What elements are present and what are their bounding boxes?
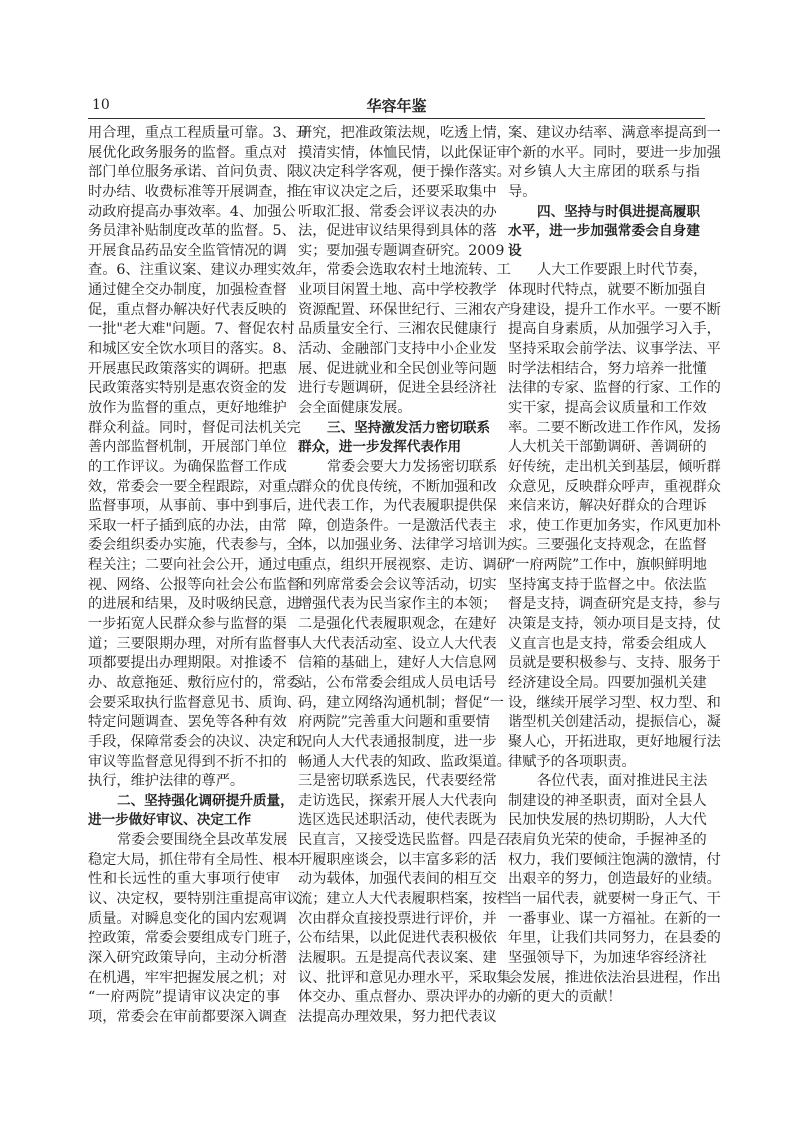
body-text-line: 动政府提高办事效率。4、加强公 xyxy=(88,203,296,220)
body-text-line: 议决定科学客观，便于操作落实。 xyxy=(298,164,511,181)
body-text-line: 员就是要积极参与、支持、服务于 xyxy=(508,655,721,672)
body-text-line: 流；建立人大代表履职档案，按档 xyxy=(298,890,511,907)
body-text-line: 个新的水平。同时，要进一步加强 xyxy=(508,144,721,161)
body-text-line: 特定问题调查、罢免等各种有效 xyxy=(88,714,287,731)
body-text-line: 效，常委会一要全程跟踪，对重点 xyxy=(88,478,301,495)
body-text-line: 次由群众直接投票进行评价，并 xyxy=(298,910,497,927)
body-text-line: 在审议决定之后，还要采取集中 xyxy=(298,183,497,200)
body-text-line: 坚持采取会前学法、议事学法、平 xyxy=(508,341,721,358)
body-text-line: 手段，保障常委会的决议、决定和 xyxy=(88,733,301,750)
text-column-3 xyxy=(508,124,721,1008)
body-text-line: 开展食品药品安全监管情况的调 xyxy=(88,242,287,259)
section-heading-line: 水平，进一步加强常委会自身建 xyxy=(508,223,700,240)
body-text-line: 一步拓宽人民群众参与监督的渠 xyxy=(88,616,287,633)
body-text-line: 众意见，反映群众呼声，重视群众 xyxy=(508,478,721,495)
body-text-line: 对乡镇人大主席团的联系与指 xyxy=(508,164,700,181)
body-text-line: 选区选民述职活动，使代表既为 xyxy=(298,812,497,829)
body-text-line: 性和长远性的重大事项行使审 xyxy=(88,871,280,888)
page-number: 10 xyxy=(92,97,110,113)
body-text-line: 好传统，走出机关到基层，倾听群 xyxy=(508,458,721,475)
body-text-line: 项，常委会在审前都要深入调查 xyxy=(88,1008,287,1025)
text-column-2 xyxy=(298,124,511,1027)
body-text-line: 三是密切联系选民，代表要经常 xyxy=(298,773,497,790)
body-text-line: 项都要提出办理期限。对推诿不 xyxy=(88,655,287,672)
section-heading-line: 二、坚持强化调研提升质量， xyxy=(117,792,294,809)
body-text-line: 坚强领导下，为加速华容经济社 xyxy=(508,949,707,966)
body-text-line: 设，继续开展学习型、权力型、和 xyxy=(508,694,721,711)
body-text-line: 群众利益。同时，督促司法机关完 xyxy=(88,419,301,436)
body-text-line: 表肩负光荣的使命，手握神圣的 xyxy=(508,832,707,849)
body-text-line: 开展惠民政策落实的调研。把惠 xyxy=(88,360,287,377)
body-text-line: 年里，让我们共同努力，在县委的 xyxy=(508,930,721,947)
body-text-line: 道；三要限期办理，对所有监督事 xyxy=(88,635,301,652)
body-text-line: 年，常委会选取农村土地流转、工 xyxy=(298,262,511,279)
body-text-line: 深入研究政策导向，主动分析潜 xyxy=(88,949,287,966)
body-text-line: 时办结、收费标准等开展调查，推 xyxy=(88,183,301,200)
body-text-line: 法，促进审议结果得到具体的落 xyxy=(298,223,497,240)
body-text-line: 义直言也是支持，常委会组成人 xyxy=(508,635,707,652)
body-text-line: 摸清实情，体恤民情，以此保证审 xyxy=(298,144,511,161)
body-text-line: 动为载体，加强代表间的相互交 xyxy=(298,871,497,888)
body-text-line: 制建设的神圣职责，面对全县人 xyxy=(508,792,707,809)
body-text-line: 善内部监督机制，开展部门单位 xyxy=(88,439,287,456)
body-text-line: 人大工作要跟上时代节奏， xyxy=(537,262,708,279)
body-text-line: 经济建设全局。四要加强机关建 xyxy=(508,674,707,691)
body-text-line: 法提高办理效果，努力把代表议 xyxy=(298,1008,497,1025)
body-text-line: 在机遇，牢牢把握发展之机；对 xyxy=(88,969,287,986)
body-text-line: 活动、金融部门支持中小企业发 xyxy=(298,341,497,358)
body-text-line: 查。6、注重议案、建议办理实效。 xyxy=(88,262,310,279)
body-text-line: 求，使工作更加务实，作风更加朴 xyxy=(508,517,721,534)
body-text-line: 通过健全交办制度，加强检查督 xyxy=(88,282,287,299)
body-text-line: 人大代表活动室、设立人大代表 xyxy=(298,635,497,652)
body-text-line: 会发展，推进依法治县进程，作出 xyxy=(508,969,721,986)
body-text-line: 府两院”完善重大问题和重要情 xyxy=(298,714,490,731)
body-text-line: 展优化政务服务的监督。重点对 xyxy=(88,144,287,161)
body-text-line: 的进展和结果，及时吸纳民意，进 xyxy=(88,596,301,613)
body-text-line: 民加快发展的热切期盼，人大代 xyxy=(508,812,707,829)
running-header-title: 华容年鉴 xyxy=(366,97,427,115)
body-text-line: 常委会要围绕全县改革发展 xyxy=(117,832,288,849)
body-text-line: 听取汇报、常委会评议表决的办 xyxy=(298,203,497,220)
body-text-line: 谐型机关创建活动，提振信心，凝 xyxy=(508,714,721,731)
body-text-line: 民政策落实特别是惠农资金的发 xyxy=(88,380,287,397)
body-text-line: 来信来访，解决好群众的合理诉 xyxy=(508,498,707,515)
body-text-line: 督是支持，调查研究是支持，参与 xyxy=(508,596,721,613)
body-text-line: 控政策，常委会要组成专门班子， xyxy=(88,930,301,947)
body-text-line: 率。二要不断改进工作作风，发扬 xyxy=(508,419,721,436)
body-text-line: 增强代表为民当家作主的本领； xyxy=(298,596,497,613)
text-column-1 xyxy=(88,124,310,1027)
body-text-line: 部门单位服务承诺、首问负责、限 xyxy=(88,164,301,181)
body-text-line: 议、批评和意见办理水平，采取集 xyxy=(298,969,511,986)
section-heading-line: 三、坚持激发活力密切联系 xyxy=(327,419,491,436)
body-text-line: 身建设，提升工作水平。一要不断 xyxy=(508,301,721,318)
section-heading-line: 设 xyxy=(508,242,522,259)
body-text-line: 坚持寓支持于监督之中。依法监 xyxy=(508,576,707,593)
header-rule xyxy=(88,118,705,119)
body-text-line: 案、建议办结率、满意率提高到一 xyxy=(508,125,721,141)
body-text-line: 放作为监督的重点，更好地维护 xyxy=(88,399,287,416)
body-text-line: 法履职。五是提高代表议案、建 xyxy=(298,949,497,966)
body-text-line: 和列席常委会会议等活动，切实 xyxy=(298,576,497,593)
body-text-line: 进行专题调研，促进全县经济社 xyxy=(298,380,497,397)
body-text-line: 审议等监督意见得到不折不扣的 xyxy=(88,753,287,770)
section-heading-line: 进一步做好审议、决定工作 xyxy=(88,812,252,829)
body-text-line: 委会组织委办实施，代表参与，全 xyxy=(88,537,301,554)
body-text-line: 稳定大局，抓住带有全局性、根本 xyxy=(88,851,301,868)
body-text-line: 各位代表，面对推进民主法 xyxy=(537,773,708,790)
body-text-line: 障，创造条件。一是激活代表主 xyxy=(298,517,497,534)
body-text-line: 和城区安全饮水项目的落实。8、 xyxy=(88,341,296,358)
body-text-line: 人大机关干部勤调研、善调研的 xyxy=(508,439,707,456)
body-text-line: 法律的专家、监督的行家、工作的 xyxy=(508,380,721,397)
body-text-line: 的工作评议。为确保监督工作成 xyxy=(88,458,287,475)
body-text-line: 权力，我们要倾注饱满的激情，付 xyxy=(508,851,721,868)
body-text-line: 聚人心，开拓进取，更好地履行法 xyxy=(508,733,721,750)
body-text-line: 民直言，又接受选民监督。四是召 xyxy=(298,832,511,849)
body-text-line: 展、促进就业和全民创业等问题 xyxy=(298,360,497,377)
body-text-line: 品质量安全行、三湘农民健康行 xyxy=(298,321,497,338)
body-text-line: 视、网络、公报等向社会公布监督 xyxy=(88,576,301,593)
body-text-line: 群众的优良传统，不断加强和改 xyxy=(298,478,497,495)
body-text-line: 研究，把准政策法规，吃透上情， xyxy=(298,125,511,141)
body-text-line: 重点，组织开展视察、走访、调研 xyxy=(298,557,511,574)
body-text-line: 务员津补贴制度改革的监督。5、 xyxy=(88,223,296,240)
body-text-line: 体现时代特点，就要不断加强自 xyxy=(508,282,707,299)
body-text-line: 监督事项，从事前、事中到事后， xyxy=(88,498,301,515)
body-text-line: 一番事业、谋一方福祉。在新的一 xyxy=(508,910,721,927)
body-text-line: 二是强化代表履职观念，在建好 xyxy=(298,616,497,633)
body-text-line: 促，重点督办解决好代表反映的 xyxy=(88,301,287,318)
body-text-line: 体，以加强业务、法律学习培训为 xyxy=(298,537,511,554)
body-text-line: 实。三要强化支持观念，在监督 xyxy=(508,537,707,554)
body-text-line: 用合理，重点工程质量可靠。3、开 xyxy=(88,125,310,141)
body-text-line: 走访选民，探索开展人大代表向 xyxy=(298,792,497,809)
body-text-line: 畅通人大代表的知政、监政渠道。 xyxy=(298,753,511,770)
body-text-line: 常委会要大力发扬密切联系 xyxy=(327,458,498,475)
body-text-line: 体交办、重点督办、票决评办的办 xyxy=(298,989,511,1006)
body-text-line: 信箱的基础上，建好人大信息网 xyxy=(298,655,497,672)
body-text-line: 质量。对瞬息变化的国内宏观调 xyxy=(88,910,287,927)
body-text-line: 公布结果，以此促进代表积极依 xyxy=(298,930,497,947)
body-text-line: 导。 xyxy=(508,183,537,200)
body-text-line: 实干家，提高会议质量和工作效 xyxy=(508,399,707,416)
body-text-line: 时学法相结合，努力培养一批懂 xyxy=(508,360,707,377)
body-text-line: 进代表工作，为代表履职提供保 xyxy=(298,498,497,515)
body-text-line: 资源配置、环保世纪行、三湘农产 xyxy=(298,301,511,318)
body-text-line: 会要采取执行监督意见书、质询、 xyxy=(88,694,301,711)
body-text-line: “一府两院”工作中，旗帜鲜明地 xyxy=(508,557,707,574)
body-text-line: 会全面健康发展。 xyxy=(298,399,412,416)
body-text-line: 码，建立网络沟通机制；督促“一 xyxy=(298,694,504,711)
section-heading-line: 四、坚持与时俱进提高履职 xyxy=(537,203,701,220)
body-text-line: 业项目闲置土地、高中学校教学 xyxy=(298,282,497,299)
section-heading-line: 群众，进一步发挥代表作用 xyxy=(298,439,462,456)
body-text-line: 新的更大的贡献！ xyxy=(508,989,622,1006)
body-text-line: 站，公布常委会组成人员电话号 xyxy=(298,674,497,691)
body-text-line: 采取一杆子插到底的办法，由常 xyxy=(88,517,287,534)
body-text-line: 决策是支持，领办项目是支持，仗 xyxy=(508,616,721,633)
body-text-line: “一府两院”提请审议决定的事 xyxy=(88,989,280,1006)
body-text-line: 一批"老大难"问题。7、督促农村 xyxy=(88,321,295,338)
body-text-line: 提高自身素质，从加强学习入手， xyxy=(508,321,721,338)
body-text-line: 当一届代表，就要树一身正气、干 xyxy=(508,890,721,907)
body-text-line: 办、故意拖延、敷衍应付的，常委 xyxy=(88,674,301,691)
body-text-line: 议、决定权，要特别注重提高审议 xyxy=(88,890,301,907)
body-text-line: 实；要加强专题调查研究。2009 xyxy=(298,242,505,259)
body-text-line: 律赋予的各项职责。 xyxy=(508,753,636,770)
body-text-line: 出艰辛的努力，创造最好的业绩。 xyxy=(508,871,721,888)
body-text-line: 执行，维护法律的尊严。 xyxy=(88,773,245,790)
body-text-line: 程关注；二要向社会公开，通过电 xyxy=(88,557,301,574)
body-text-line: 开履职座谈会，以丰富多彩的活 xyxy=(298,851,497,868)
body-text-line: 况向人大代表通报制度，进一步 xyxy=(298,733,497,750)
